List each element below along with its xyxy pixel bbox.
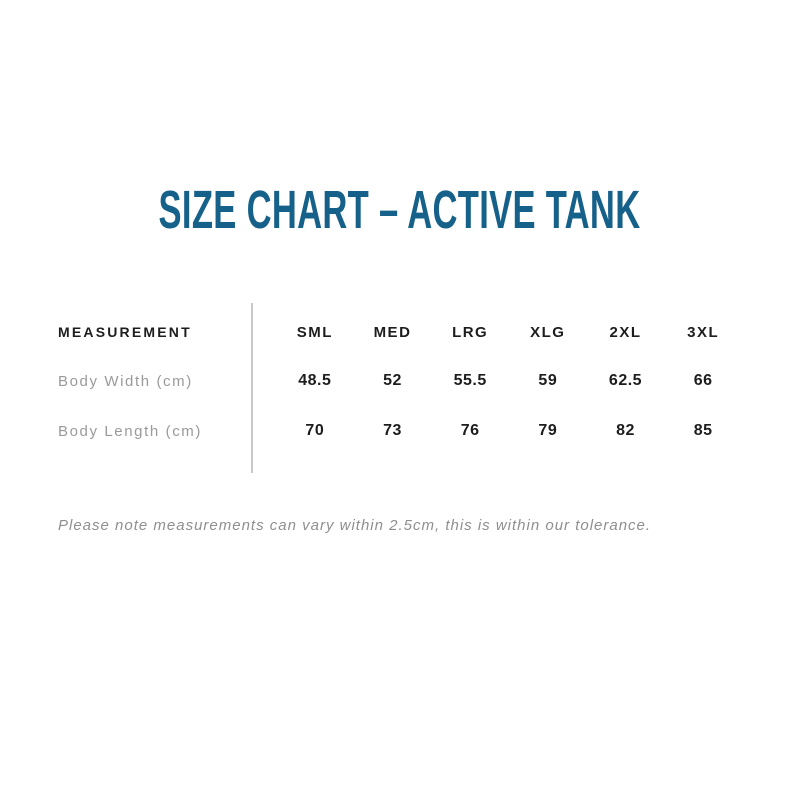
cell-body-width-med: 52 [383,372,402,389]
cell-body-width-xlg: 59 [538,372,558,389]
row-label-body-width: Body Width (cm) [58,372,193,390]
cell-body-length-xlg: 79 [538,422,558,439]
column-header-med: MED [373,323,412,341]
cell-body-width-2xl: 62.5 [608,372,643,389]
tolerance-note: Please note measurements can vary within 2.5cm, this is within our tolerance. [58,517,652,534]
column-header-2xl: 2XL [609,323,642,341]
cell-body-length-2xl: 82 [616,422,635,439]
column-header-lrg: LRG [452,323,489,341]
page-title: SIZE CHART – ACTIVE TANK [159,180,641,240]
cell-body-length-3xl: 85 [693,422,713,439]
column-header-3xl: 3XL [687,323,720,341]
column-header-xlg: XLG [530,323,566,341]
cell-body-length-sml: 70 [305,422,325,439]
column-header-measurement: MEASUREMENT [58,324,192,340]
row-label-body-length: Body Length (cm) [58,422,202,440]
cell-body-width-lrg: 55.5 [453,372,487,389]
column-header-sml: SML [296,323,333,341]
cell-body-length-med: 73 [383,422,402,439]
table-header-row [58,322,742,342]
cell-body-width-3xl: 66 [693,372,713,389]
cell-body-width-sml: 48.5 [298,372,332,389]
table-row-body-length [58,421,742,441]
title-container [0,180,800,240]
cell-body-length-lrg: 76 [460,422,480,439]
table-row-body-width [58,371,742,391]
